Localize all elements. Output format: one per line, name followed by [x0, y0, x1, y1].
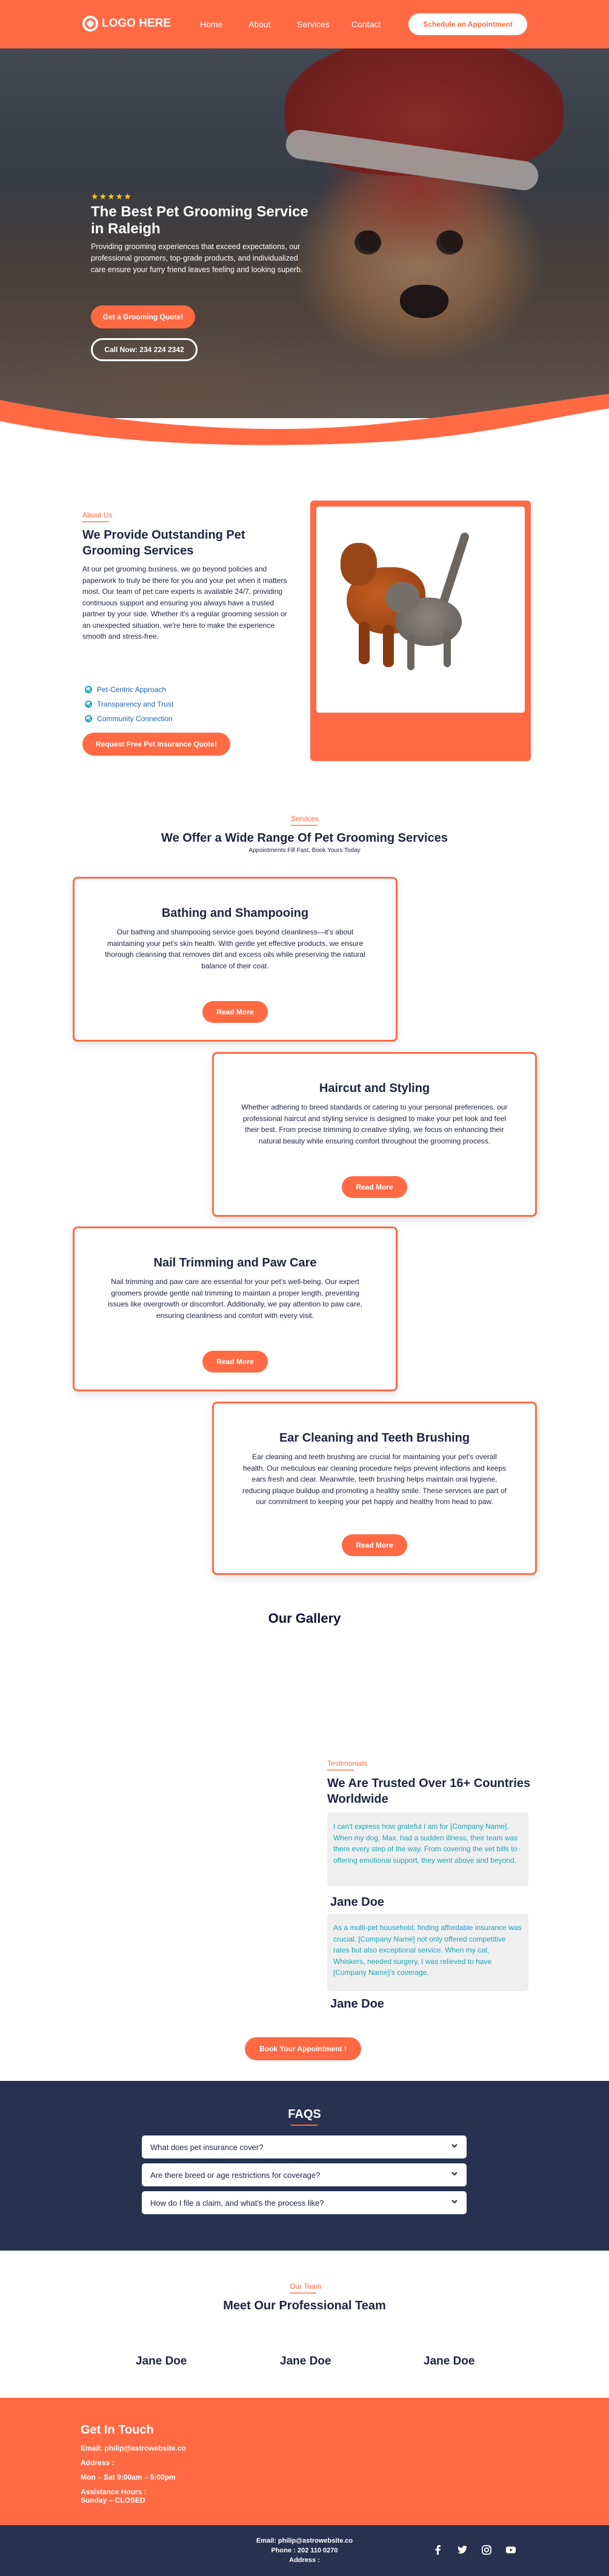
hero-title: The Best Pet Grooming Service in Raleigh	[91, 204, 308, 237]
check-circle-icon	[85, 715, 92, 722]
contact-address: Address :	[81, 2458, 115, 2467]
service-card-text: Ear cleaning and teeth brushing are crucial for maintaining your pet's overall health. Our meticulous ear cleaning procedure helps prevent infections and keeps ears fresh and clear. Meanwhile, teeth brushing helps maintain oral hygiene, reducing plaque buildup and promoting a healthy smile. These services are part of our commitment to keeping your pet happy and healthy from head to paw.	[242, 1453, 507, 1506]
footer-phone[interactable]: Phone : 202 110 0270	[271, 2547, 338, 2554]
faq-question: What does pet insurance cover?	[150, 2142, 264, 2152]
team-eyebrow-text: Our Team	[290, 2282, 322, 2291]
nav-contact[interactable]: Contact	[351, 19, 381, 29]
list-item	[85, 682, 173, 697]
faq-item[interactable]	[142, 2163, 467, 2186]
hero-section	[0, 48, 609, 418]
contact-section	[0, 2398, 609, 2525]
read-more-button[interactable]: Read More	[342, 1534, 407, 1556]
team-member-name: Jane Doe	[424, 2355, 475, 2368]
contact-sunday: Sunday – CLOSED	[81, 2496, 145, 2504]
grooming-quote-button[interactable]: Get a Grooming Quote!	[91, 305, 195, 328]
service-card-bathing	[73, 877, 398, 1042]
logo[interactable]	[82, 16, 171, 32]
chevron-down-icon	[451, 2170, 458, 2177]
gallery-title: Our Gallery	[268, 1611, 341, 1626]
service-card-nail-trimming	[73, 1226, 398, 1391]
services-subtitle: Appointments Fill Fast, Book Yours Today	[248, 847, 361, 854]
services-eyebrow-text: Services	[291, 814, 319, 823]
service-card-title: Ear Cleaning and Teeth Brushing	[279, 1431, 470, 1445]
testimonial-quote: As a multi-pet household, finding affordable insurance was crucial. [Company Name] not only offered competitive rates but also exceptional service. When my cat, Whiskers, needed surgery, I was relieved to have [Company Name]'s coverage.	[327, 1914, 528, 1991]
contact-email[interactable]: Email: philip@astrowebsite.co	[81, 2444, 186, 2452]
faq-question: How do I file a claim, and what's the process like?	[150, 2198, 324, 2208]
footer-address: Address :	[289, 2557, 320, 2564]
cat-leg	[407, 634, 414, 670]
facebook-icon[interactable]	[433, 2544, 444, 2555]
team-title: Meet Our Professional Team	[223, 2299, 386, 2312]
team-eyebrow	[290, 2282, 321, 2294]
service-card-title: Bathing and Shampooing	[161, 907, 309, 920]
check-circle-icon	[85, 686, 92, 693]
about-pets-photo	[316, 507, 525, 713]
nav-home[interactable]: Home	[200, 19, 223, 29]
dog-head	[341, 543, 377, 585]
faq-section	[0, 2081, 609, 2251]
about-eyebrow-underline	[82, 521, 109, 522]
read-more-button[interactable]: Read More	[202, 1001, 268, 1023]
services-eyebrow-underline	[291, 825, 318, 826]
insurance-quote-button[interactable]: Request Free Pet Insurance Quote!	[82, 733, 230, 756]
team-eyebrow-underline	[290, 2292, 316, 2294]
schedule-appointment-button[interactable]: Schedule an Appointment	[408, 13, 527, 35]
list-item	[85, 711, 173, 726]
logo-text: LOGO HERE	[102, 17, 171, 30]
check-circle-icon	[85, 701, 92, 708]
about-eyebrow	[82, 511, 112, 522]
instagram-icon[interactable]	[481, 2544, 492, 2555]
hero-text: Providing grooming experiences that exceed expectations, our professional groomers, top-grade products, and individualized care ensure your furry friend leaves feeling and looking superb.	[91, 242, 303, 274]
site-footer	[0, 2525, 609, 2576]
call-now-button[interactable]: Call Now: 234 224 2342	[91, 338, 198, 361]
service-card-text: Nail trimming and paw care are essential for your pet's well-being. Our expert groomers provide gentle nail trimming to maintain a proper length, preventing issues like overgrowth or discomfort. Additionally, we pay attention to paw care, ensuring cleanliness and comfort with every visit.	[108, 1277, 362, 1320]
faq-item[interactable]	[142, 2191, 467, 2214]
nav-about[interactable]: About	[248, 19, 271, 29]
testimonials-title: We Are Trusted Over 16+ Countries Worldwide	[327, 1777, 531, 1806]
services-eyebrow	[291, 814, 319, 826]
nav-services[interactable]: Services	[297, 19, 330, 29]
feature-label: Transparency and Trust	[97, 700, 174, 708]
faq-item[interactable]	[142, 2135, 467, 2158]
about-feature-list	[85, 682, 173, 726]
logo-icon	[82, 16, 98, 32]
book-appointment-button[interactable]: Book Your Appointment !	[245, 2037, 361, 2060]
twitter-icon[interactable]	[457, 2544, 468, 2555]
read-more-button[interactable]: Read More	[342, 1176, 407, 1198]
testimonials-eyebrow-text: Testimonials	[327, 1759, 368, 1768]
feature-label: Community Connection	[97, 714, 173, 723]
contact-title: Get In Touch	[81, 2423, 154, 2437]
faq-question: Are there breed or age restrictions for coverage?	[150, 2170, 321, 2180]
testimonials-eyebrow-underline	[327, 1769, 354, 1771]
testimonial-quote: I can't express how grateful I am for [Company Name]. When my dog, Max, had a sudden illness, their team was there every step of the way. From covering the vet bills to offering emotional support, they went above and beyond.	[327, 1812, 528, 1886]
hero-wave-divider	[0, 388, 609, 448]
faq-title: FAQS	[288, 2108, 321, 2121]
service-card-title: Haircut and Styling	[319, 1082, 430, 1095]
service-card-title: Nail Trimming and Paw Care	[153, 1256, 317, 1270]
contact-hours: Mon – Sat 9:00am – 5:00pm	[81, 2473, 176, 2481]
site-header	[0, 0, 609, 48]
cat-tail	[438, 531, 470, 609]
team-member-name: Jane Doe	[280, 2355, 331, 2368]
cat-head	[386, 582, 419, 613]
about-eyebrow-text: About Us	[82, 511, 113, 519]
list-item	[85, 697, 173, 711]
chevron-down-icon	[451, 2198, 458, 2205]
about-text: At our pet grooming business, we go beyond policies and paperwork to truly be there for you and your pet when it matters most. Our team of pet care experts is available 24/7, providing continuous support and ensuring you always have a trusted partner by your side. Whether it's a regular grooming session or an unexpected situation, we're here to make the experience smooth and stress-free.	[82, 565, 287, 641]
contact-assistance-hours: Assistance Hours :	[81, 2488, 147, 2496]
youtube-icon[interactable]	[505, 2544, 516, 2555]
chevron-down-icon	[451, 2142, 458, 2149]
service-card-ear-cleaning	[212, 1402, 537, 1575]
testimonials-eyebrow	[327, 1759, 367, 1771]
feature-label: Pet-Centric Approach	[97, 685, 167, 694]
testimonial-author: Jane Doe	[330, 1895, 384, 1909]
services-title: We Offer a Wide Range Of Pet Grooming Services	[161, 831, 448, 845]
cat-leg	[444, 631, 451, 667]
hero-rating-stars: ★★★★★	[91, 191, 132, 201]
dog-leg	[359, 622, 370, 664]
team-member-name: Jane Doe	[136, 2355, 187, 2368]
dog-leg	[383, 625, 394, 667]
faq-title-underline	[291, 2125, 318, 2126]
main-nav	[200, 19, 400, 29]
service-card-text: Our bathing and shampooing service goes beyond cleanliness—it's about maintaining your pet's skin health. With gentle yet effective products, we ensure thorough cleansing that removes dirt and excess oils while preserving the natural balance of their coat.	[105, 928, 365, 970]
service-card-text: Whether adhering to breed standards or catering to your personal preferences, our professional haircut and styling service is designed to make your pet look and feel their best. From precise trimming to creative styling, we focus on enhancing their natural beauty while ensuring comfort throughout the grooming process.	[241, 1103, 508, 1145]
testimonial-author: Jane Doe	[330, 1997, 384, 2011]
footer-email[interactable]: Email: philip@astrowebsite.co	[256, 2537, 353, 2544]
service-card-haircut	[212, 1052, 537, 1217]
read-more-button[interactable]: Read More	[202, 1351, 268, 1373]
about-title: We Provide Outstanding Pet Grooming Services	[82, 528, 245, 557]
